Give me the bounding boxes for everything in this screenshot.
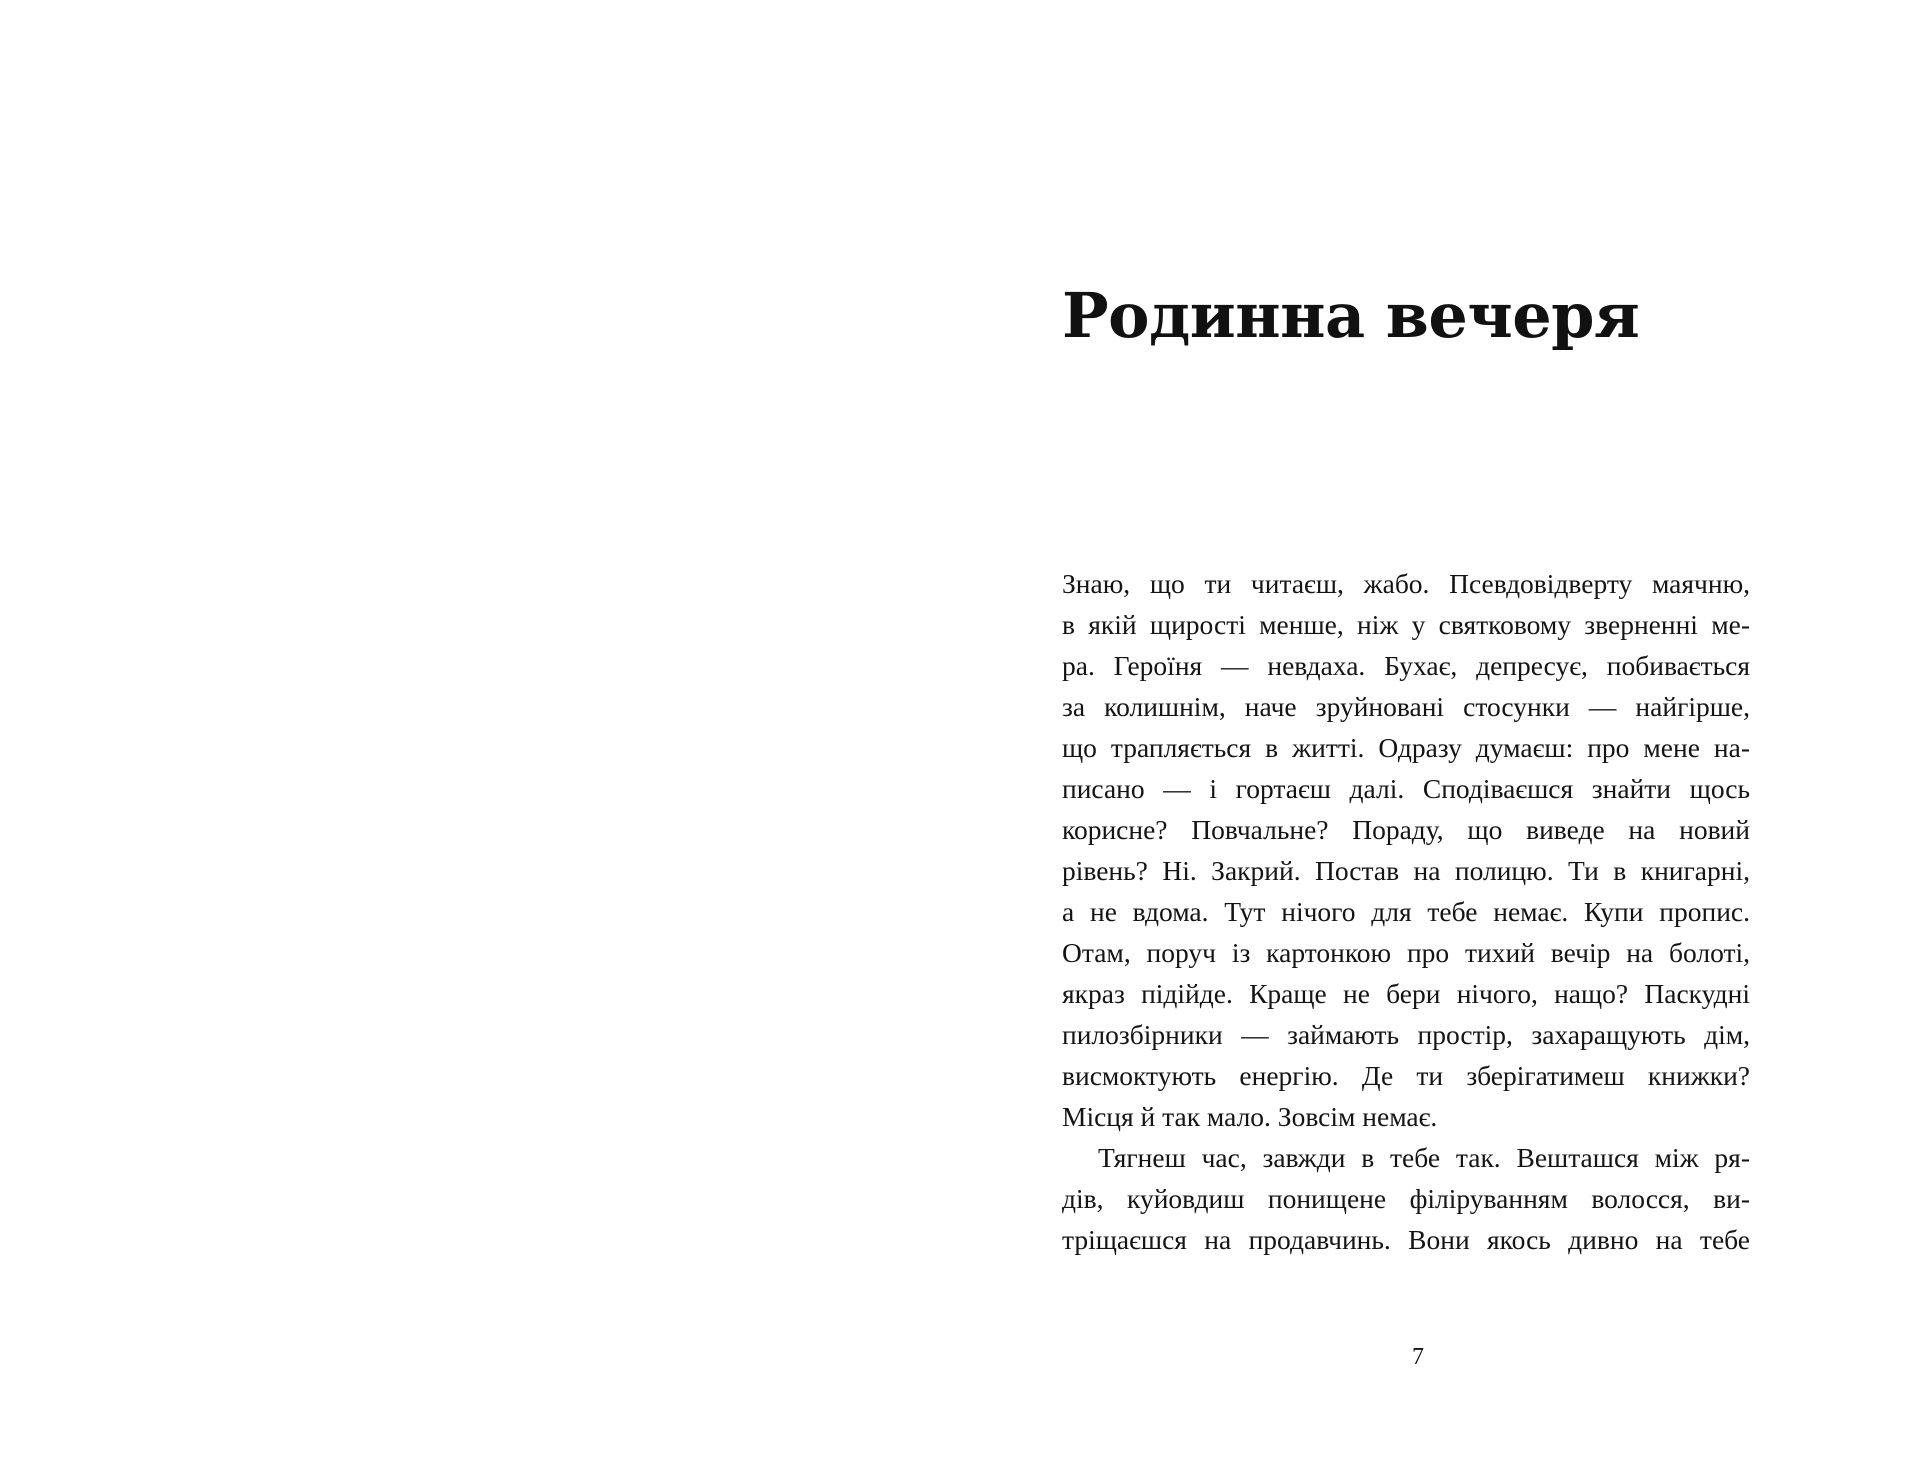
text-line: якраз підійде. Краще не бери нічого, нащо? Паскудні (1062, 978, 1750, 1009)
right-page (960, 0, 1920, 1475)
text-line: пилозбірники — займають простір, захаращують дім, (1062, 1019, 1750, 1050)
text-line: в якій щирості менше, ніж у святковому зверненні ме- (1062, 609, 1750, 640)
page-number: 7 (1412, 1344, 1424, 1370)
paragraph-2 (1062, 1137, 1750, 1260)
text-line: тріщаєшся на продавчинь. Вони якось дивно на тебе (1062, 1224, 1750, 1255)
chapter-title: Родинна вечеря (1062, 279, 1640, 352)
text-line: писано — і гортаєш далі. Сподіваєшся знайти щось (1062, 773, 1750, 804)
text-line: Отам, поруч із картонкою про тихий вечір на болоті, (1062, 937, 1750, 968)
text-line: Місця й так мало. Зовсім немає. (1062, 1101, 1438, 1132)
text-line: дів, куйовдиш понищене філіруванням волосся, ви- (1062, 1183, 1750, 1214)
text-line: що трапляється в житті. Одразу думаєш: про мене на- (1062, 732, 1750, 763)
text-line: рівень? Ні. Закрий. Постав на полицю. Ти в книгарні, (1062, 855, 1750, 886)
text-line: а не вдома. Тут нічого для тебе немає. Купи пропис. (1062, 896, 1750, 927)
body-text (1062, 563, 1750, 1260)
text-line: Тягнеш час, завжди в тебе так. Вешташся між ря- (1098, 1142, 1750, 1173)
text-line: ра. Героїня — невдаха. Бухає, депресує, побивається (1062, 650, 1750, 681)
text-line: Знаю, що ти читаєш, жабо. Псевдовідверту маячню, (1062, 568, 1750, 599)
text-line: за колишнім, наче зруйновані стосунки — найгірше, (1062, 691, 1750, 722)
text-line: корисне? Повчальне? Пораду, що виведе на новий (1062, 814, 1750, 845)
paragraph-1 (1062, 563, 1750, 1137)
text-line: висмоктують енергію. Де ти зберігатимеш книжки? (1062, 1060, 1750, 1091)
